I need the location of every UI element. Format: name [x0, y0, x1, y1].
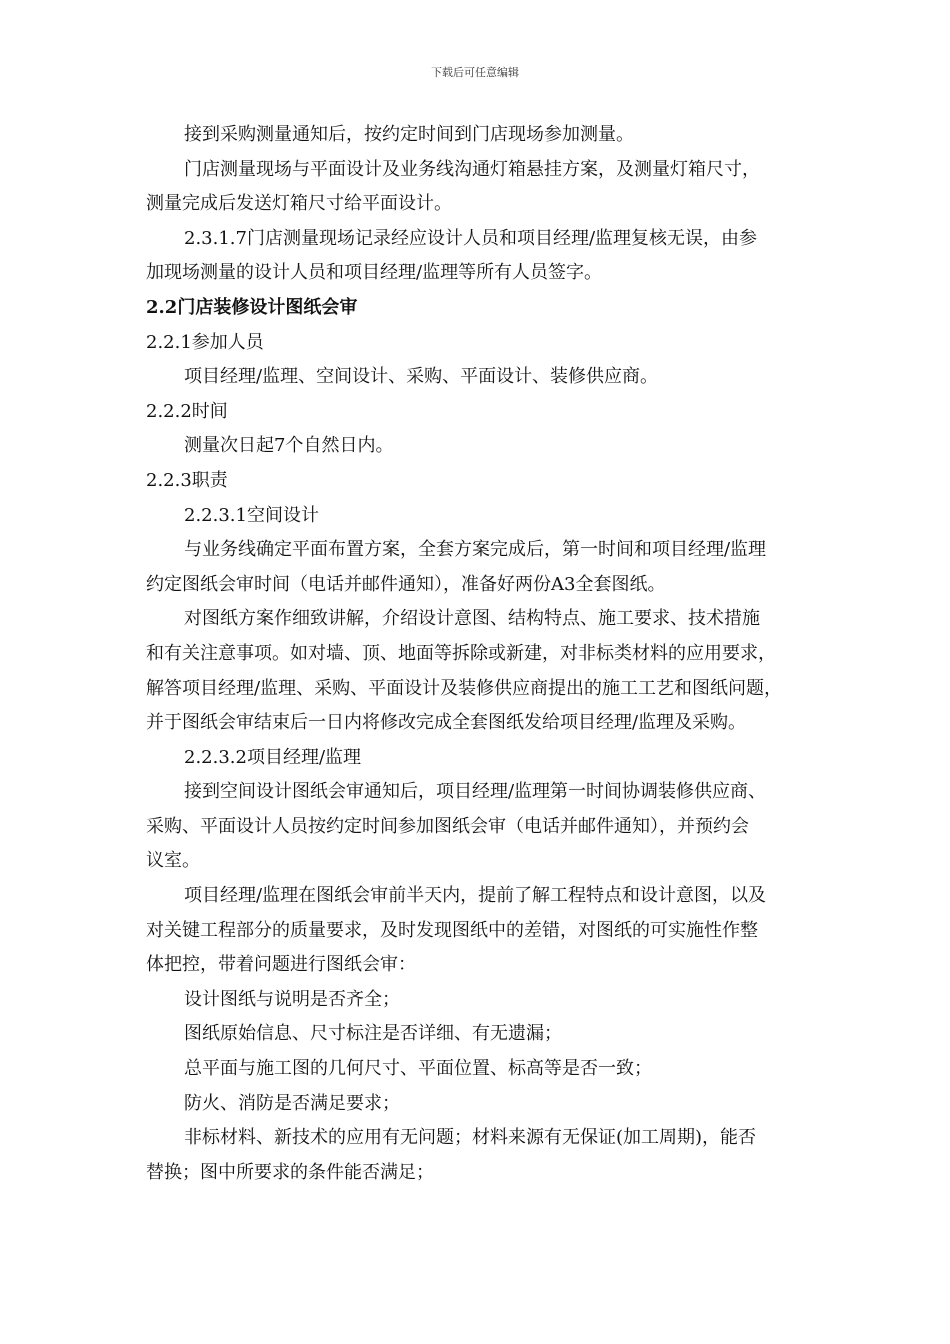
- document-body: [146, 118, 818, 1190]
- text-line: 项目经理/监理、空间设计、采购、平面设计、装修供应商。: [184, 366, 659, 388]
- text-line: 2.2.3.2项目经理/监理: [184, 746, 362, 768]
- section-heading: 2.2门店装修设计图纸会审: [146, 296, 358, 318]
- text-line: 加现场测量的设计人员和项目经理/监理等所有人员签字。: [146, 262, 603, 284]
- text-line: 项目经理/监理在图纸会审前半天内，提前了解工程特点和设计意图，以及: [184, 885, 767, 907]
- text-line: 测量次日起7个自然日内。: [184, 435, 394, 457]
- text-line: 体把控，带着问题进行图纸会审：: [146, 954, 416, 976]
- text-line: 2.2.1参加人员: [146, 331, 264, 353]
- text-line: 设计图纸与说明是否齐全；: [184, 988, 400, 1010]
- text-line: 采购、平面设计人员按约定时间参加图纸会审（电话并邮件通知），并预约会: [146, 815, 749, 837]
- text-line: 测量完成后发送灯箱尺寸给平面设计。: [146, 193, 452, 215]
- text-line: 非标材料、新技术的应用有无问题；材料来源有无保证(加工周期)，能否: [184, 1127, 757, 1149]
- text-line: 防火、消防是否满足要求；: [184, 1092, 400, 1114]
- text-line: 2.3.1.7门店测量现场记录经应设计人员和项目经理/监理复核无误，由参: [184, 227, 758, 249]
- text-line: 对关键工程部分的质量要求，及时发现图纸中的差错，对图纸的可实施性作整: [146, 919, 758, 941]
- text-line: 议室。: [146, 850, 200, 872]
- text-line: 总平面与施工图的几何尺寸、平面位置、标高等是否一致；: [184, 1058, 652, 1080]
- text-line: 对图纸方案作细致讲解，介绍设计意图、结构特点、施工要求、技术措施: [184, 608, 760, 630]
- text-line: 替换；图中所要求的条件能否满足；: [146, 1161, 434, 1183]
- text-line: 与业务线确定平面布置方案，全套方案完成后，第一时间和项目经理/监理: [184, 539, 767, 561]
- text-line: 图纸原始信息、尺寸标注是否详细、有无遗漏；: [184, 1023, 562, 1045]
- text-line: 约定图纸会审时间（电话并邮件通知），准备好两份A3全套图纸。: [146, 573, 666, 595]
- text-line: 2.2.3职责: [146, 469, 228, 491]
- text-line: 解答项目经理/监理、采购、平面设计及装修供应商提出的施工工艺和图纸问题，: [146, 677, 783, 699]
- text-line: 接到空间设计图纸会审通知后，项目经理/监理第一时间协调装修供应商、: [184, 781, 767, 803]
- text-line: 和有关注意事项。如对墙、顶、地面等拆除或新建，对非标类材料的应用要求，: [146, 642, 776, 664]
- text-line: 2.2.3.1空间设计: [184, 504, 319, 526]
- text-line: 2.2.2时间: [146, 400, 228, 422]
- text-line: 接到采购测量通知后，按约定时间到门店现场参加测量。: [184, 124, 634, 145]
- text-line: 并于图纸会审结束后一日内将修改完成全套图纸发给项目经理/监理及采购。: [146, 712, 747, 734]
- header-note: 下载后可任意编辑: [431, 66, 519, 79]
- text-line: 门店测量现场与平面设计及业务线沟通灯箱悬挂方案，及测量灯箱尺寸，: [184, 158, 760, 180]
